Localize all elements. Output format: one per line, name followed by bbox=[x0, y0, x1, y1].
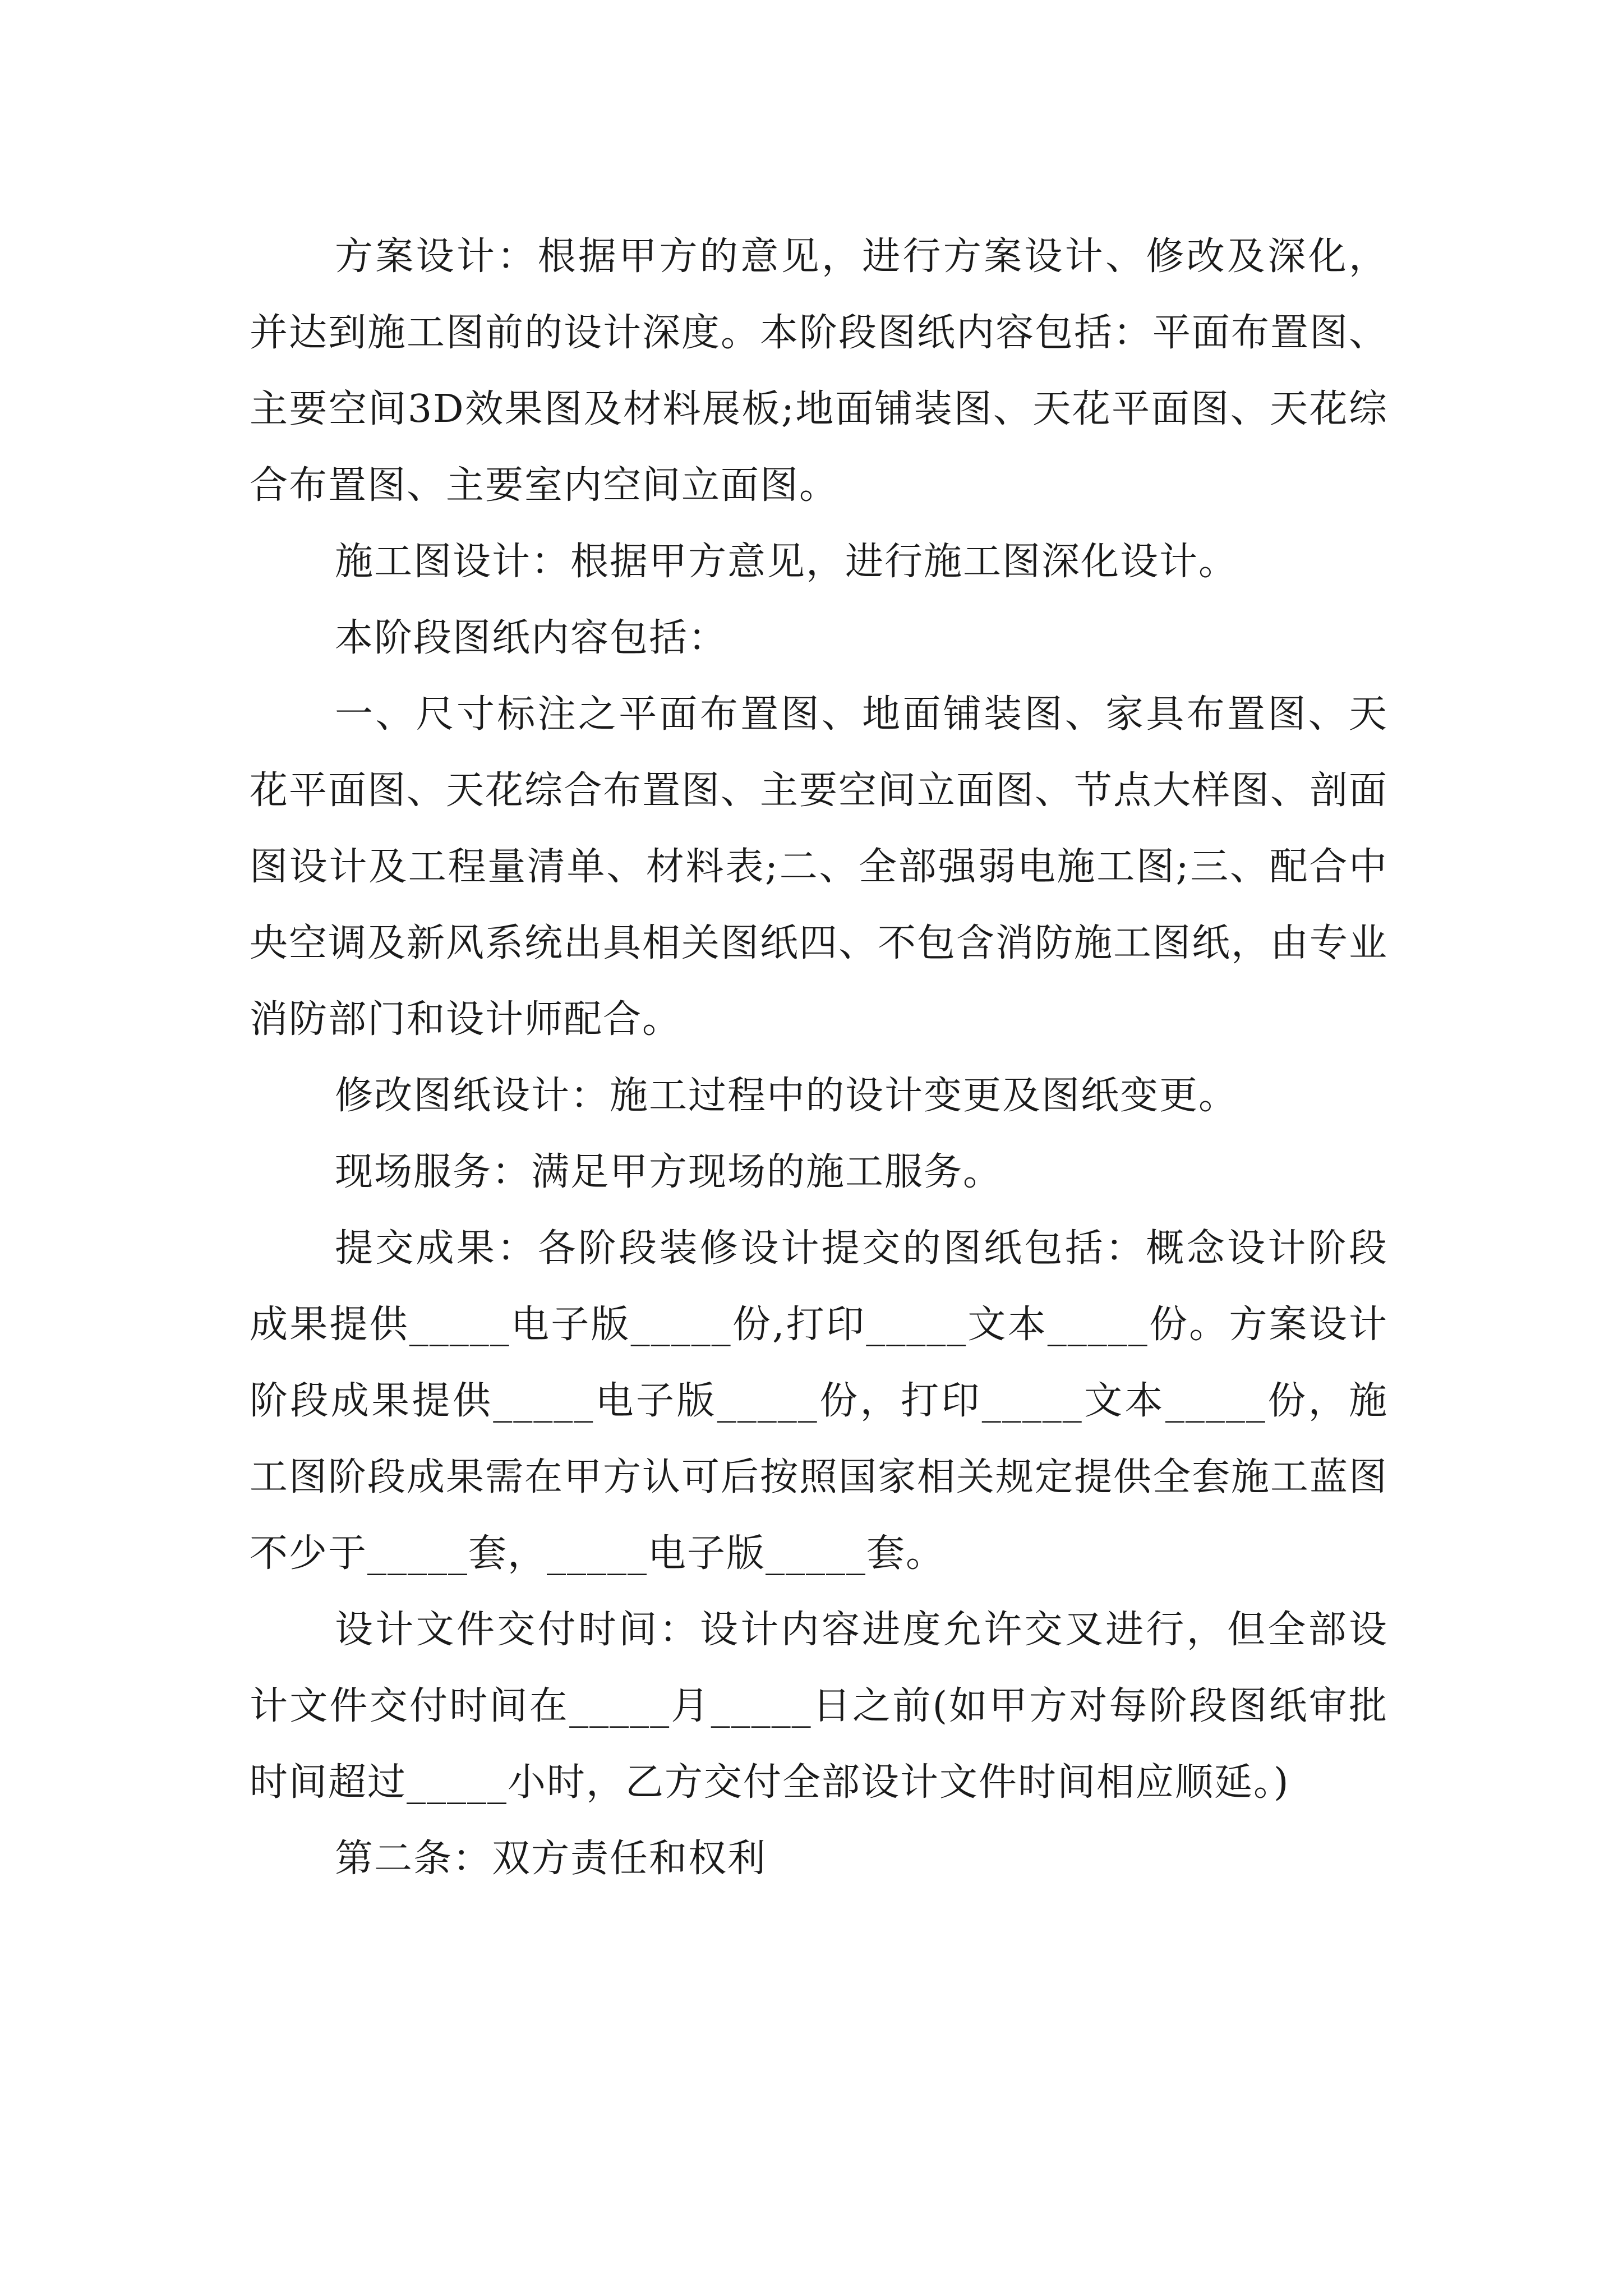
paragraph-revision-design: 修改图纸设计：施工过程中的设计变更及图纸变更。 bbox=[335, 1074, 1238, 1118]
paragraph-delivery-time: 设计文件交付时间：设计内容进度允许交叉进行，但全部设计文件交付时间在_____月_____日之前(如甲方对每阶段图纸审批时间超过_____小时，乙方交付全部设计文件时间相应顺延。) bbox=[250, 1608, 1388, 1805]
paragraph-drawing-list: 一、尺寸标注之平面布置图、地面铺装图、家具布置图、天花平面图、天花综合布置图、主要空间立面图、节点大样图、剖面图设计及工程量清单、材料表;二、全部强弱电施工图;三、配合中央空调及新风系统出具相关图纸四、不包含消防施工图纸，由专业消防部门和设计师配合。 bbox=[250, 692, 1389, 1042]
paragraph-scheme-design: 方案设计：根据甲方的意见，进行方案设计、修改及深化，并达到施工图前的设计深度。本阶段图纸内容包括：平面布置图、主要空间3D效果图及材料展板;地面铺装图、天花平面图、天花综合布置图、主要室内空间立面图。 bbox=[250, 234, 1389, 508]
paragraph-stage-contents-intro: 本阶段图纸内容包括： bbox=[335, 616, 728, 660]
section-heading-article-two: 第二条：双方责任和权利 bbox=[335, 1837, 767, 1881]
paragraph-deliverables: 提交成果：各阶段装修设计提交的图纸包括：概念设计阶段成果提供_____电子版_____份,打印_____文本_____份。方案设计阶段成果提供_____电子版_____份，打印_____文本_____份，施工图阶段成果需在甲方认可后按照国家相关规定提供全套施工蓝图不少于_____套，_____电子版_____套。 bbox=[250, 1226, 1389, 1576]
paragraph-site-service: 现场服务：满足甲方现场的施工服务。 bbox=[335, 1150, 1003, 1194]
document-body bbox=[250, 219, 1388, 1897]
paragraph-construction-drawing-design: 施工图设计：根据甲方意见，进行施工图深化设计。 bbox=[335, 540, 1238, 584]
